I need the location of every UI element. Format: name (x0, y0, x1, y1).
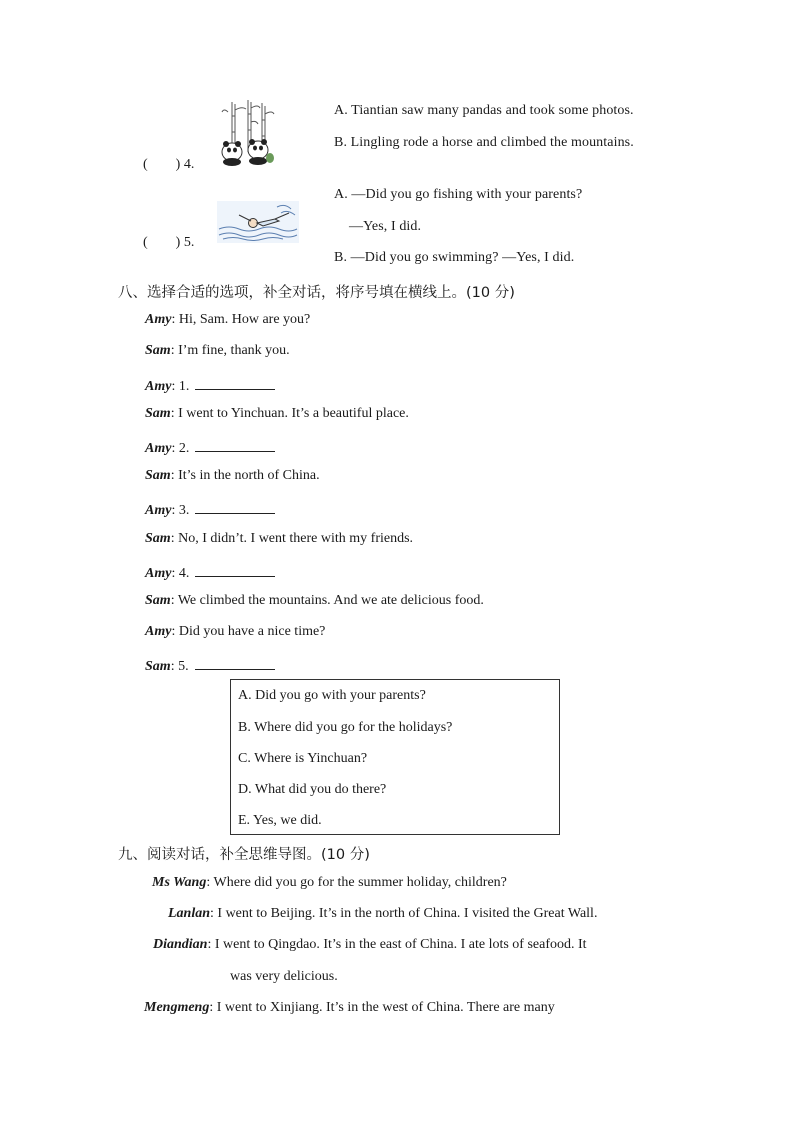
dialogue-text: Where did you go for the summer holiday, children? (213, 875, 507, 890)
speaker-name: Lanlan (168, 906, 211, 921)
question-5-option-b: B. —Did you go swimming? —Yes, I did. (334, 250, 575, 265)
speaker-name: Mengmeng (144, 1000, 210, 1015)
dialogue-line-continuation (230, 969, 338, 985)
options-box (230, 679, 560, 835)
answer-blank-3[interactable] (195, 499, 275, 514)
question-4-number: ( ) 4. (143, 157, 195, 172)
dialogue-text: It’s in the north of China. (178, 468, 320, 483)
dialogue-line: Sam: I went to Yinchuan. It’s a beautiful place. (145, 406, 409, 421)
dialogue-text: I went to Yinchuan. It’s a beautiful place. (178, 406, 409, 421)
dialogue-text: Hi, Sam. How are you? (178, 312, 311, 327)
answer-blank-1[interactable] (195, 375, 275, 390)
speaker-name: Sam (145, 343, 171, 358)
dialogue-line: Amy: 2. (145, 437, 275, 457)
dialogue-line: Amy: 3. (145, 499, 275, 519)
dialogue-line: Sam: It’s in the north of China. (145, 468, 320, 483)
pandas-bamboo-illustration (218, 100, 276, 166)
question-4-option-b: B. Lingling rode a horse and climbed the mountains. (334, 135, 634, 150)
question-4-option-a: A. Tiantian saw many pandas and took some photos. (334, 103, 634, 118)
dialogue-text: I went to Qingdao. It’s in the east of China. I ate lots of seafood. It (214, 937, 587, 952)
speaker-name: Sam (145, 593, 171, 608)
dialogue-text: I went to Beijing. It’s in the north of China. I visited the Great Wall. (217, 906, 598, 921)
section-8-heading: 八、选择合适的选项，补全对话，将序号填在横线上。(10 分) (118, 285, 515, 301)
question-5-number: ( ) 5. (143, 235, 195, 250)
dialogue-line: Amy: Hi, Sam. How are you? (145, 312, 311, 327)
speaker-name: Amy (145, 503, 172, 518)
dialogue-text: We climbed the mountains. And we ate delicious food. (177, 593, 484, 608)
dialogue-line: Sam: No, I didn’t. I went there with my friends. (145, 531, 414, 546)
speaker-name: Ms Wang (152, 875, 207, 890)
dialogue-text: was very delicious. (230, 969, 338, 984)
dialogue-line: Sam: I’m fine, thank you. (145, 343, 290, 358)
dialogue-text: 3. (178, 503, 190, 518)
dialogue-text: 4. (178, 566, 190, 581)
speaker-name: Amy (145, 312, 172, 327)
speaker-name: Sam (145, 531, 171, 546)
speaker-name: Amy (145, 379, 172, 394)
option-item: B. Where did you go for the holidays? (238, 720, 453, 735)
answer-blank-4[interactable] (195, 562, 275, 577)
dialogue-line: Ms Wang: Where did you go for the summer holiday, children? (152, 875, 507, 890)
option-item: E. Yes, we did. (238, 813, 322, 828)
speaker-name: Sam (145, 468, 171, 483)
dialogue-text: Did you have a nice time? (178, 624, 326, 639)
option-item: A. Did you go with your parents? (238, 688, 426, 703)
dialogue-line: Sam: 5. (145, 655, 275, 675)
dialogue-line: Amy: Did you have a nice time? (145, 624, 326, 639)
dialogue-text: No, I didn’t. I went there with my friends. (178, 531, 414, 546)
swimming-illustration (217, 199, 299, 243)
answer-blank-2[interactable] (195, 437, 275, 452)
dialogue-text: 5. (178, 659, 189, 674)
dialogue-line: Lanlan: I went to Beijing. It’s in the north of China. I visited the Great Wall. (168, 906, 598, 921)
dialogue-text: 1. (178, 379, 190, 394)
speaker-name: Diandian (153, 937, 208, 952)
answer-blank-5[interactable] (195, 655, 275, 670)
dialogue-line: Amy: 4. (145, 562, 275, 582)
question-5-option-a-line1: A. —Did you go fishing with your parents? (334, 187, 583, 202)
dialogue-text: I’m fine, thank you. (178, 343, 290, 358)
dialogue-line: Diandian: I went to Qingdao. It’s in the east of China. I ate lots of seafood. It (153, 937, 587, 952)
dialogue-text: I went to Xinjiang. It’s in the west of China. There are many (216, 1000, 555, 1015)
speaker-name: Sam (145, 659, 171, 674)
dialogue-line: Sam: We climbed the mountains. And we ate delicious food. (145, 593, 484, 608)
dialogue-text: 2. (178, 441, 190, 456)
speaker-name: Amy (145, 441, 172, 456)
option-item: D. What did you do there? (238, 782, 387, 797)
speaker-name: Sam (145, 406, 171, 421)
speaker-name: Amy (145, 566, 172, 581)
section-9-heading: 九、阅读对话，补全思维导图。(10 分) (118, 847, 370, 863)
question-5-option-a-line2: —Yes, I did. (349, 219, 422, 234)
option-item: C. Where is Yinchuan? (238, 751, 368, 766)
dialogue-line: Amy: 1. (145, 375, 275, 395)
dialogue-line: Mengmeng: I went to Xinjiang. It’s in the west of China. There are many (144, 1000, 555, 1015)
speaker-name: Amy (145, 624, 172, 639)
